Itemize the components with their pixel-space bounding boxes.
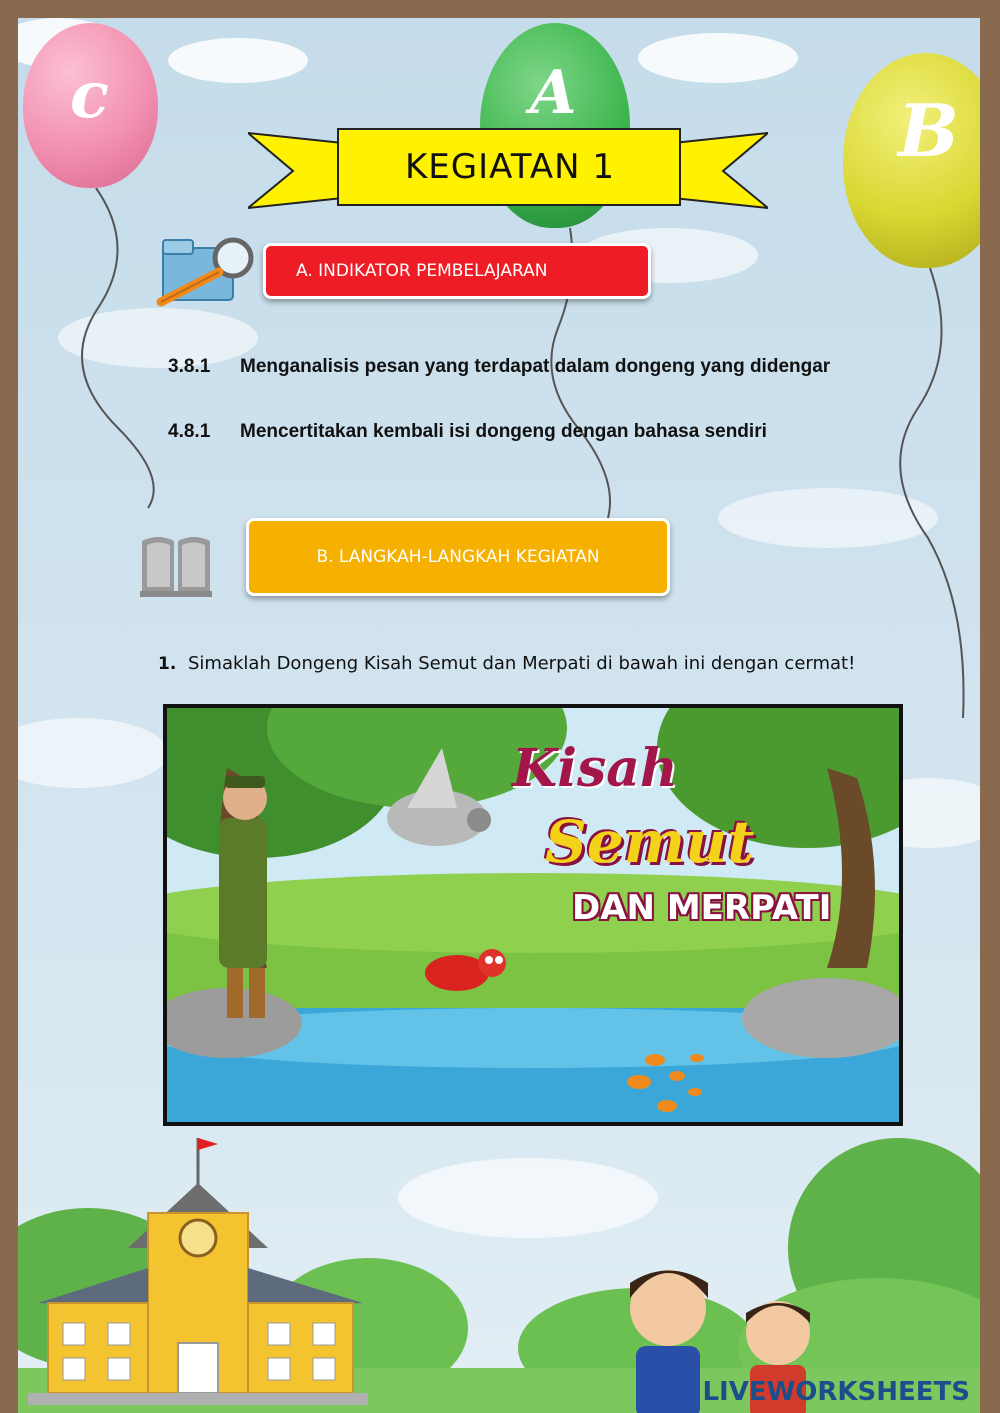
folder-magnifier-icon [153,230,263,310]
cloud [18,718,168,788]
video-title-line3: DAN MERPATI [572,888,832,928]
book-icon [138,531,214,601]
indicator-number: 3.8.1 [168,356,211,377]
indicator-text: Menganalisis pesan yang terdapat dalam dongeng yang didengar [240,356,831,377]
watermark: LIVEWORKSHEETS [702,1377,970,1407]
section-b-heading: B. LANGKAH-LANGKAH KEGIATAN [246,518,670,596]
step-number: 1. [158,654,177,674]
video-title-line2: Semut [545,808,755,876]
indicator-item [168,416,848,480]
video-thumbnail[interactable] [163,704,903,1126]
step-text: Simaklah Dongeng Kisah Semut dan Merpati di bawah ini dengan cermat! [188,653,856,674]
indicator-text: Mencertitakan kembali isi dongeng dengan bahasa sendiri [240,421,767,442]
school-scene [18,1118,980,1413]
section-a-heading: A. INDIKATOR PEMBELAJARAN [263,243,651,299]
indicator-item [168,351,848,415]
page-title: KEGIATAN 1 [404,147,616,187]
worksheet-page [18,18,980,1413]
balloon-letter: c [70,58,109,133]
balloon-letter: B [898,88,959,173]
title-banner [248,113,768,223]
balloon-letter: A [530,58,577,128]
video-title-line1: Kisah [512,738,678,799]
indicator-number: 4.8.1 [168,421,211,442]
